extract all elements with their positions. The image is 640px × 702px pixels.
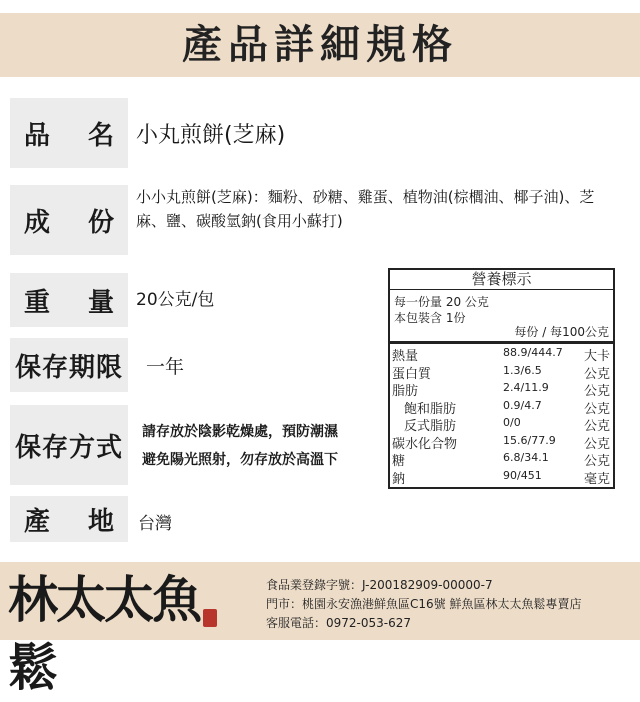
- nutrition-row: 鈉 90/451 毫克: [392, 468, 610, 487]
- serving-columns: 每份 / 每100公克: [514, 325, 609, 339]
- nutrition-rows: [390, 344, 613, 487]
- storage-value: [142, 418, 382, 474]
- label-weight: 重 量: [10, 273, 128, 327]
- serving-size: 每一份量 20 公克: [394, 295, 489, 309]
- nutrition-serving: [390, 290, 613, 344]
- shelf-life-value: 一年: [146, 356, 185, 378]
- nutrition-row: 碳水化合物 15.6/77.9 公克: [392, 433, 610, 452]
- nutrition-title: 營養標示: [390, 270, 613, 290]
- nutrition-row: 脂肪 2.4/11.9 公克: [392, 381, 610, 399]
- registration-number: 食品業登錄字號：J-200182909-00000-7: [266, 578, 493, 592]
- nutrition-row: 糖 6.8/34.1 公克: [392, 451, 610, 469]
- nutrition-row: 飽和脂肪 0.9/4.7 公克: [404, 398, 610, 417]
- servings-per-package: 本包裝含 1份: [394, 311, 466, 325]
- ingredients-value: 小小丸煎餅(芝麻)：麵粉、砂糖、雞蛋、植物油(棕櫚油、椰子油)、芝麻、鹽、碳酸氫鈉(食用小蘇打): [136, 188, 595, 230]
- nutrition-row: 反式脂肪 0/0 公克: [404, 416, 610, 434]
- seal-stamp: [203, 609, 217, 627]
- origin-value: 台灣: [138, 514, 172, 534]
- storage-line-2: 避免陽光照射，勿存放於高溫下: [142, 452, 338, 468]
- page-title: 產品詳細規格: [182, 21, 458, 68]
- nutrition-row: 熱量 88.9/444.7 大卡: [392, 346, 610, 364]
- label-product-name: 品 名: [10, 98, 128, 168]
- store-address: 門市：桃園永安漁港鮮魚區C16號 鮮魚區林太太魚鬆專賣店: [266, 597, 582, 611]
- storage-line-1: 請存放於陰影乾燥處，預防潮濕: [142, 424, 338, 440]
- product-name-value: 小丸煎餅(芝麻): [136, 123, 286, 148]
- weight-value: 20公克/包: [136, 290, 215, 310]
- customer-service-phone: 客服電話：0972-053-627: [266, 616, 412, 630]
- label-ingredients: 成 份: [10, 185, 128, 255]
- label-shelf-life: 保存期限: [10, 338, 128, 392]
- label-storage: 保存方式: [10, 405, 128, 485]
- nutrition-row: 蛋白質 1.3/6.5 公克: [392, 363, 610, 382]
- nutrition-table: [388, 268, 615, 489]
- header: [0, 0, 640, 90]
- brand-logo: 林太太魚鬆: [8, 570, 200, 697]
- label-origin: 產 地: [10, 496, 128, 542]
